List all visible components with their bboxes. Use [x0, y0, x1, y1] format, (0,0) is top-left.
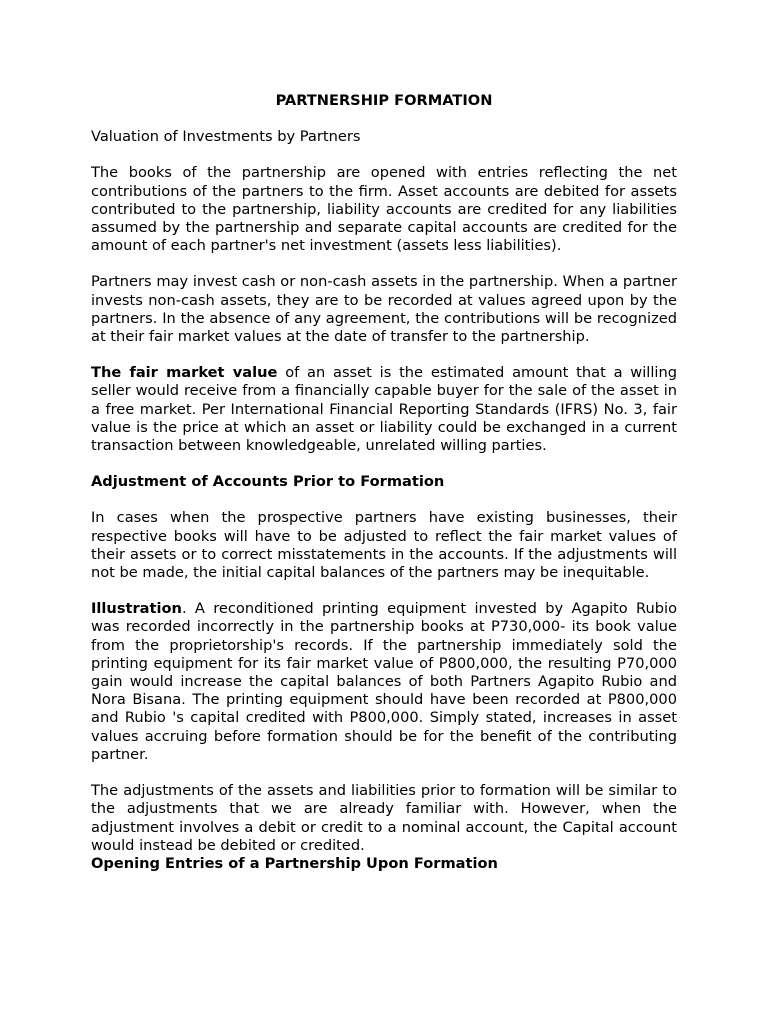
section-subtitle: Valuation of Investments by Partners — [91, 128, 361, 146]
document-page — [91, 92, 677, 873]
heading-opening-entries: Opening Entries of a Partnership Upon Formation — [91, 854, 498, 872]
paragraph-illustration — [91, 600, 677, 764]
illustration-label: Illustration — [91, 600, 182, 618]
heading-adjustment-of-accounts: Adjustment of Accounts Prior to Formation — [91, 473, 445, 491]
paragraph-existing-businesses: In cases when the prospective partners have existing businesses, their respective books will have to be adjusted to reflect the fair market values of their assets or to correct misstatements in the accounts. If the adjustments will not be made, the initial capital balances of the partners may be inequitable. — [91, 509, 677, 582]
document-title: PARTNERSHIP FORMATION — [275, 92, 493, 109]
paragraph-adjustments-similar: The adjustments of the assets and liabilities prior to formation will be similar to the adjustments that we are already familiar with. However, when the adjustment involves a debit or credit to a nominal account, the Capital account would instead be debited or credited. — [91, 782, 677, 854]
paragraph-non-cash-assets: Partners may invest cash or non-cash assets in the partnership. When a partner invests non-cash assets, they are to be recorded at values agreed upon by the partners. In the absence of any agreement, the contributions will be recognized at their fair market values at the date of transfer to the partnership. — [91, 273, 677, 346]
fair-market-value-definition: of an asset is the estimated amount that a willing seller would receive from a financially capable buyer for the sale of the asset in a free market. Per International Financial Reporting Standards (IFRS) No. 3, fair value is the price at which an asset or liability could be exchanged in a current transaction between knowledgeable, unrelated willing parties. — [91, 364, 677, 455]
fair-market-value-term: The fair market value — [91, 364, 278, 382]
illustration-text: . A reconditioned printing equipment invested by Agapito Rubio was recorded incorrectly in the partnership books at P730,000- its book value from the proprietorship's records. If the partnership immediately sold the printing equipment for its fair market value of P800,000, the resulting P70,000 gain would increase the capital balances of both Partners Agapito Rubio and Nora Bisana. The printing equipment should have been recorded at P800,000 and Rubio 's capital credited with P800,000. Simply stated, increases in asset values accruing before formation should be for the benefit of the contributing partner. — [91, 600, 677, 763]
paragraph-books-opened: The books of the partnership are opened with entries reflecting the net contributions of the partners to the firm. Asset accounts are debited for assets contributed to the partnership, liability accounts are credited for any liabilities assumed by the partnership and separate capital accounts are credited for the amount of each partner's net investment (assets less liabilities). — [91, 164, 677, 255]
paragraph-fair-market-value — [91, 364, 677, 455]
